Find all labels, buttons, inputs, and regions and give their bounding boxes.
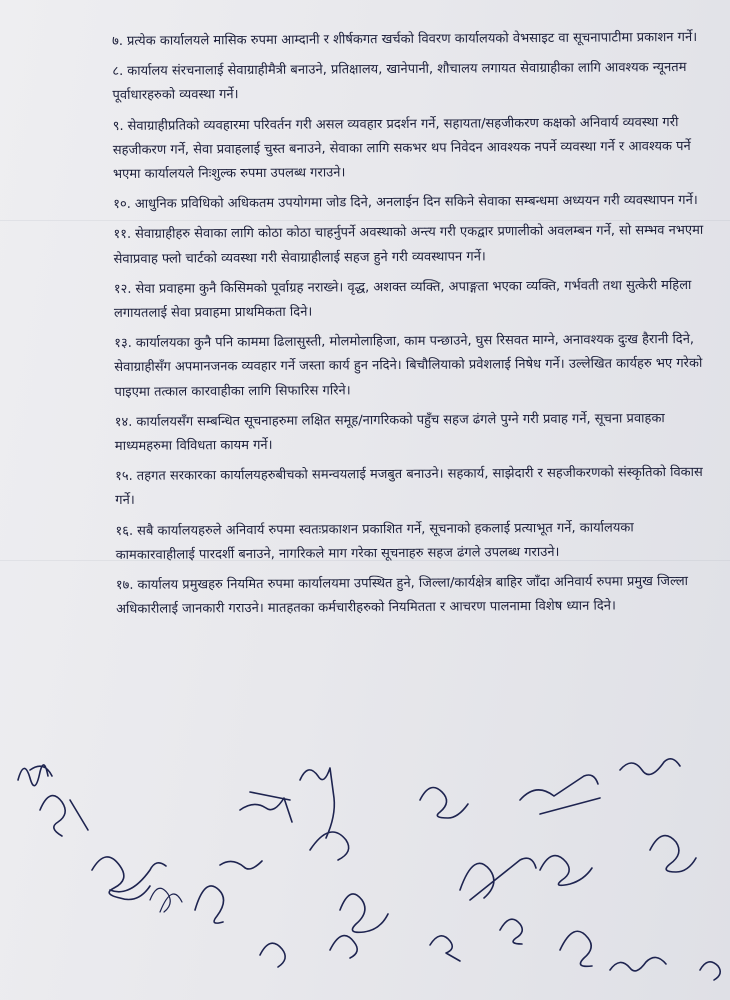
item-number: १७. — [115, 577, 134, 594]
item-number: ११. — [113, 227, 132, 243]
signature-area — [0, 740, 730, 1000]
signature — [500, 919, 522, 944]
item-text: कार्यालयसँग सम्बन्धित सूचनाहरुमा लक्षित समूह/नागरिकको पहुँच सहज ढंगले पुग्ने गरी प्रवाह गर्ने, सूचना प्रवाहका माध्यमहरुमा विविधता कायम गर्ने। — [114, 410, 665, 455]
directive-item — [113, 110, 703, 187]
directive-item — [114, 274, 704, 327]
item-text: सेवाग्राहीप्रतिको व्यवहारमा परिवर्तन गरी असल व्यवहार प्रदर्शन गर्ने, सहायता/सहजीकरण कक्षको अनिवार्य व्यवस्था गरी सहजीकरण गर्ने, सेवा प्रवाहलाई चुस्त बनाउने, सेवाका लागि सकभर थप निवेदन आवश्यक नपर्ने व्यवस्था गर्ने र आवश्यक पर्ने भएमा कार्यालयले निःशुल्क रुपमा उपलब्ध गराउने। — [112, 114, 691, 183]
item-text: आधुनिक प्रविधिको अधिकतम उपयोगमा जोड दिने, अनलाईन दिन सकिने सेवाका सम्बन्धमा अध्ययन गरी व्यवस्थापन गर्ने। — [134, 193, 698, 213]
signature — [540, 856, 592, 886]
signature — [260, 936, 357, 967]
directive-item — [114, 328, 704, 405]
signature — [430, 936, 460, 961]
item-text: कार्यालय प्रमुखहरु नियमित रुपमा कार्यालयमा उपस्थित हुने, जिल्ला/कार्यक्षेत्र बाहिर जाँदा अनिवार्य रुपमा प्रमुख जिल्ला अधिकारीलाई जानकारी गराउने। मातहतका कर्मचारीहरुको नियमितता र आचरण पालनामा विशेष ध्यान दिने। — [115, 574, 689, 618]
signature — [460, 858, 536, 900]
signature — [300, 768, 349, 860]
signature — [700, 962, 720, 980]
signature — [620, 759, 680, 775]
item-text: तहगत सरकारका कार्यालयहरुबीचको समन्वयलाई मजबुत बनाउने। सहकार्य, साझेदारी र सहजीकरणको संस्कृतिको विकास गर्ने। — [115, 465, 703, 509]
directive-item — [115, 407, 705, 460]
item-number: १०. — [113, 197, 131, 213]
item-number: ९. — [112, 118, 124, 134]
signature — [240, 792, 292, 822]
signature — [195, 861, 262, 923]
directive-item — [113, 189, 703, 217]
signature — [610, 957, 666, 970]
directive-item — [116, 570, 706, 623]
signature — [340, 894, 388, 932]
item-text: कार्यालय संरचनालाई सेवाग्राहीमैत्री बनाउने, प्रतिक्षालय, खानेपानी, शौचालय लगायत सेवाग्राहीका लागि आवश्यक न्यूनतम पूर्वाधारहरुको व्यवस्था गर्ने। — [112, 60, 687, 104]
directive-item — [113, 219, 703, 272]
signature — [150, 888, 182, 912]
item-text: प्रत्येक कार्यालयले मासिक रुपमा आम्दानी र शीर्षकगत खर्चको विवरण कार्यालयको वेभसाइट वा सूचनापाटीमा प्रकाशन गर्ने। — [126, 29, 698, 49]
item-number: १२. — [113, 281, 132, 297]
directive-item — [115, 516, 705, 569]
directive-item — [112, 56, 702, 109]
item-text: सबै कार्यालयहरुले अनिवार्य रुपमा स्वतःप्रकाशन प्रकाशित गर्ने, सूचनाको हकलाई प्रत्याभूत गर्ने, कार्यालयका कामकारवाहीलाई पारदर्शी बनाउने, नागरिकले माग गरेका सूचनाहरु सहज ढंगले उपलब्ध गराउने। — [115, 520, 634, 563]
signature — [18, 765, 88, 836]
item-number: १५. — [115, 469, 133, 485]
signature — [420, 788, 468, 819]
item-number: १६. — [115, 523, 134, 539]
directive-item — [112, 26, 702, 54]
signature — [520, 775, 600, 814]
item-text: कार्यालयका कुनै पनि काममा ढिलासुस्ती, मोलमोलाहिजा, काम पन्छाउने, घुस रिसवत माग्ने, अनावश्यक दुःख हैरानी दिने, सेवाग्राहीसँग अपमानजनक व्यवहार गर्ने जस्ता कार्य हुन नदिने। बिचौलियाको प्रवेशलाई निषेध गर्ने। उल्लेखित कार्यहरु भए गरेको पाइएमा तत्काल कारवाहीका लागि सिफारिस गरिने। — [114, 332, 703, 400]
signature — [92, 857, 166, 900]
item-text: सेवा प्रवाहमा कुनै किसिमको पूर्वाग्रह नराख्ने। वृद्ध, अशक्त व्यक्ति, अपाङ्गता भएका व्यक्ति, गर्भवती तथा सुत्केरी महिला लगायतलाई सेवा प्रवाहमा प्राथमिकता दिने। — [113, 277, 692, 322]
signature — [560, 931, 592, 966]
directive-item — [115, 461, 705, 514]
item-number: १४. — [114, 414, 133, 430]
item-number: १३. — [114, 336, 132, 352]
signature — [650, 836, 696, 872]
directive-list — [112, 26, 706, 629]
signatures-drawing — [0, 740, 730, 1000]
item-text: सेवाग्राहीहरु सेवाका लागि कोठा कोठा चाहर्नुपर्ने अवस्थाको अन्त्य गरी एकद्वार प्रणालीको अवलम्बन गर्ने, सो सम्भव नभएमा सेवाप्रवाह फ्लो चार्टको व्यवस्था गरी सेवाग्राहीलाई सहज हुने गरी व्यवस्थापन गर्ने। — [113, 223, 704, 267]
item-number: ८. — [112, 64, 124, 80]
item-number: ७. — [112, 33, 124, 49]
